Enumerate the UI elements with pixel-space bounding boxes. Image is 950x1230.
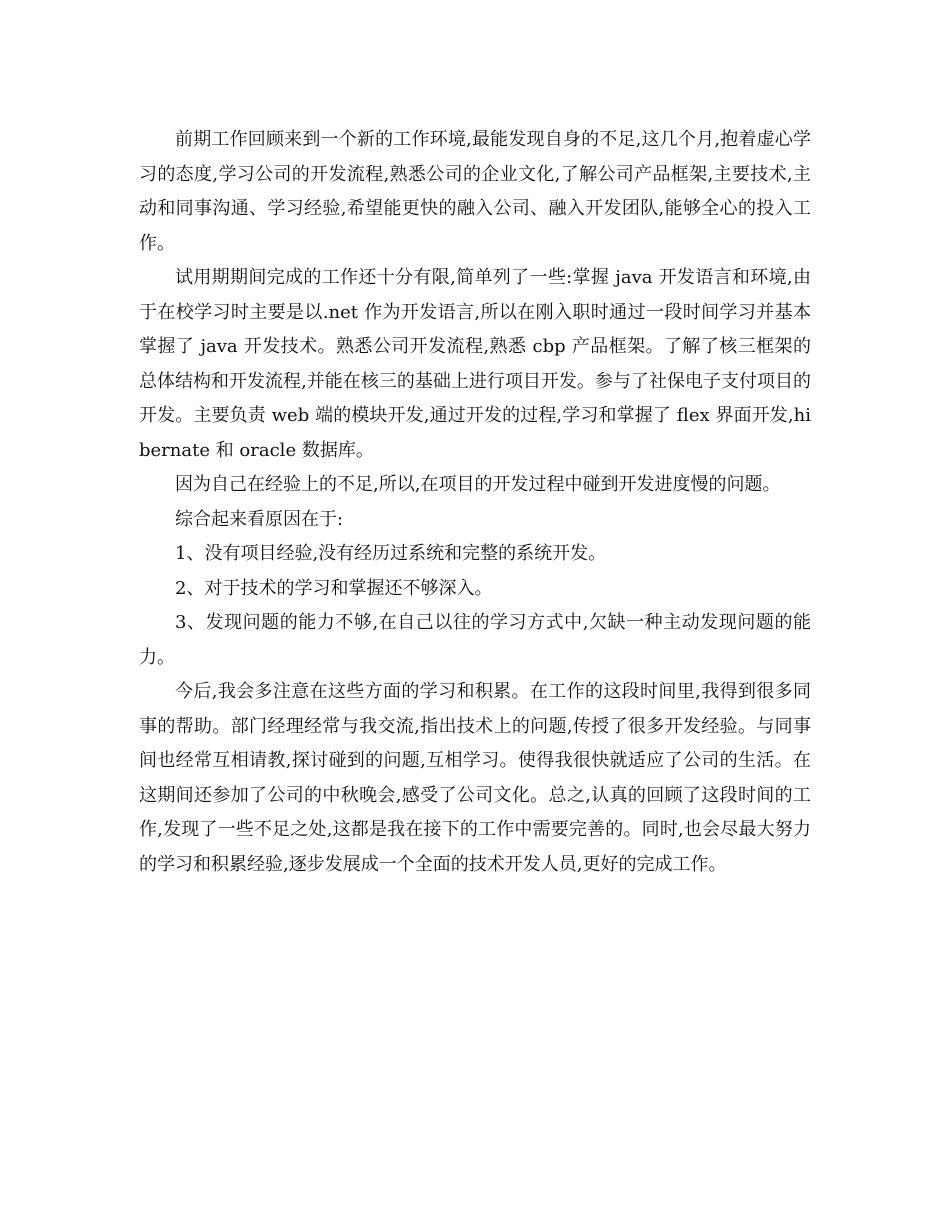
paragraph-shortcoming: 因为自己在经验上的不足,所以,在项目的开发过程中碰到开发进度慢的问题。 bbox=[175, 474, 781, 495]
paragraph-trial-work: 试用期期间完成的工作还十分有限,简单列了一些:掌握 java 开发语言和环境,由于在校学习时主要是以.net 作为开发语言,所以在刚入职时通过一段时间学习并基本掌握了 java 开发技术。熟悉公司开发流程,熟悉 cbp 产品框架。了解了核三框架的总体结构和开发流程,并能在核三的基础上进行项目开发。参与了社保电子支付项目的开发。主要负责 web 端的模块开发,通过开发的过程,学习和掌握了 flex 界面开发,hibernate 和 oracle 数据库。 bbox=[139, 267, 811, 461]
paragraph-future-plan: 今后,我会多注意在这些方面的学习和积累。在工作的这段时间里,我得到很多同事的帮助。部门经理经常与我交流,指出技术上的问题,传授了很多开发经验。与同事间也经常互相请教,探讨碰到的问题,互相学习。使得我很快就适应了公司的生活。在这期间还参加了公司的中秋晚会,感受了公司文化。总之,认真的回顾了这段时间的工作,发现了一些不足之处,这都是我在接下的工作中需要完善的。同时,也会尽最大努力的学习和积累经验,逐步发展成一个全面的技术开发人员,更好的完成工作。 bbox=[139, 681, 811, 875]
list-item-reason-1: 1、没有项目经验,没有经历过系统和完整的系统开发。 bbox=[175, 543, 607, 564]
paragraph-reasons-intro: 综合起来看原因在于: bbox=[175, 508, 344, 530]
paragraph-review: 前期工作回顾来到一个新的工作环境,最能发现自身的不足,这几个月,抱着虚心学习的态度,学习公司的开发流程,熟悉公司的企业文化,了解公司产品框架,主要技术,主动和同事沟通、学习经验,希望能更快的融入公司、融入开发团队,能够全心的投入工作。 bbox=[139, 129, 811, 254]
document-body bbox=[139, 123, 811, 882]
list-item-reason-2: 2、对于技术的学习和掌握还不够深入。 bbox=[175, 577, 493, 599]
list-item-reason-3: 3、发现问题的能力不够,在自己以往的学习方式中,欠缺一种主动发现问题的能力。 bbox=[139, 612, 811, 668]
